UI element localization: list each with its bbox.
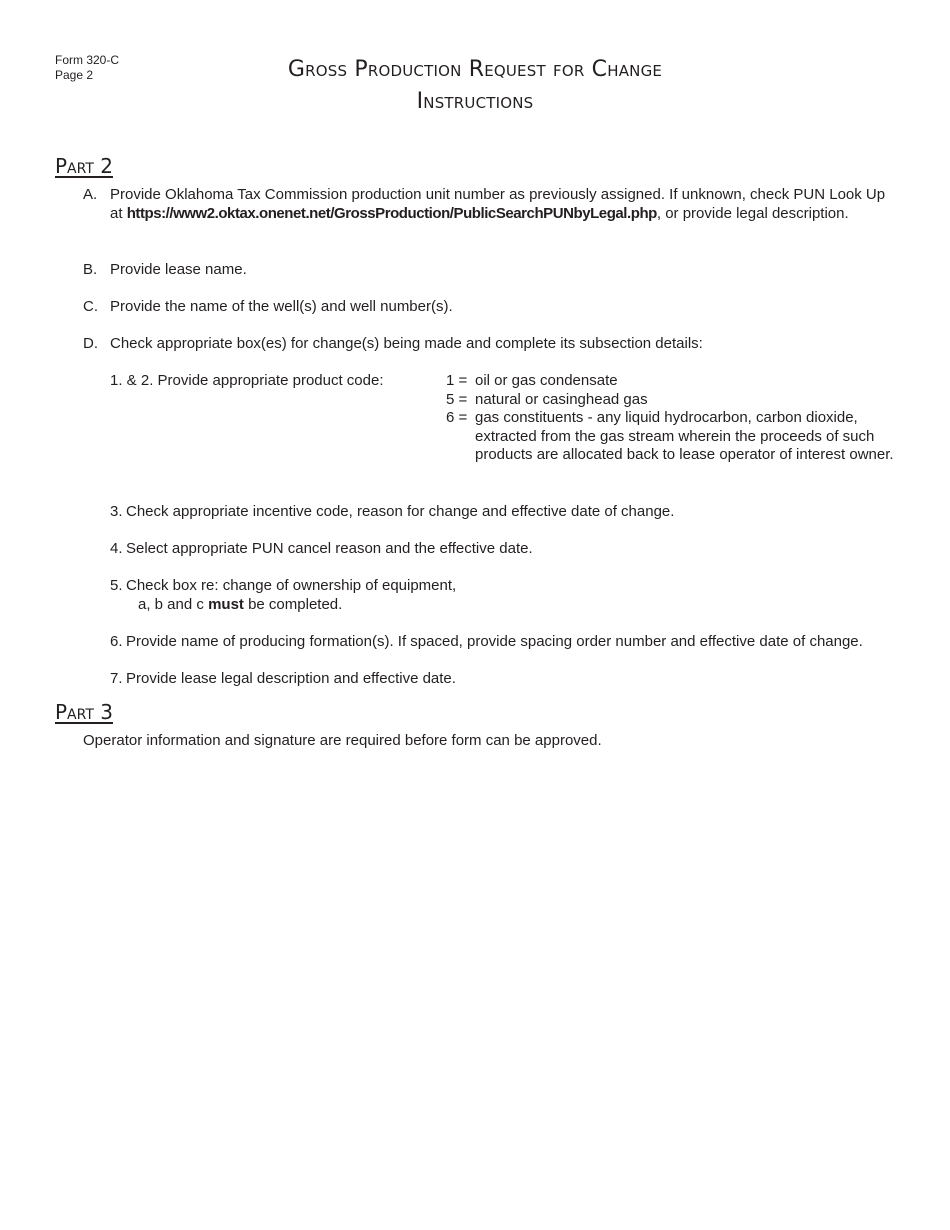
- subitem-number: 4.: [110, 540, 123, 557]
- instruction-item-c: [83, 298, 898, 317]
- item-letter: D.: [83, 335, 98, 352]
- subitem-text: Provide name of producing formation(s). If spaced, provide spacing order number and effective date of change.: [126, 633, 863, 650]
- product-code-description: gas constituents - any liquid hydrocarbon, carbon dioxide, extracted from the gas stream wherein the proceeds of such products are allocated back to lease operator of interest owner.: [475, 409, 894, 463]
- product-code-row: [446, 409, 896, 465]
- product-code-row: [446, 372, 896, 391]
- subitem-4: [110, 540, 900, 559]
- subitem-5: [110, 577, 900, 614]
- product-code-label: 1. & 2. Provide appropriate product code:: [110, 372, 384, 389]
- subitem-text: Check box re: change of ownership of equipment, a, b and c must be completed.: [126, 577, 457, 613]
- item-letter: C.: [83, 298, 98, 315]
- item-text: Provide lease name.: [110, 261, 247, 278]
- product-code-row: [446, 391, 896, 410]
- subitem-text: Provide lease legal description and effective date.: [126, 670, 456, 687]
- instruction-item-b: [83, 261, 898, 280]
- subitem-number: 5.: [110, 577, 123, 594]
- product-code-description: oil or gas condensate: [475, 372, 618, 389]
- product-code-description: natural or casinghead gas: [475, 390, 648, 408]
- item-text: Check appropriate box(es) for change(s) being made and complete its subsection details:: [110, 335, 703, 352]
- subitem-6: [110, 633, 900, 652]
- subitem-text: Select appropriate PUN cancel reason and the effective date.: [126, 540, 533, 557]
- page-title: [0, 54, 950, 118]
- product-code-list: [446, 372, 896, 465]
- subitem-number: 3.: [110, 503, 123, 520]
- pun-lookup-link[interactable]: https://www2.oktax.onenet.net/GrossProduction/PublicSearchPUNbyLegal.php: [126, 204, 657, 222]
- item-text: Provide Oklahoma Tax Commission production unit number as previously assigned. If unknown, check PUN Look Up at https://www2.oktax.onenet.net/GrossProduction/PublicSearchPUNbyLegal.php, or provide legal description.: [110, 186, 886, 222]
- emphasis-must: must: [208, 595, 244, 613]
- product-code: 5 =: [446, 390, 468, 408]
- item-letter: B.: [83, 261, 98, 278]
- subitem-3: [110, 503, 900, 522]
- instruction-item-a: [83, 186, 898, 223]
- part-3-text: Operator information and signature are required before form can be approved.: [83, 732, 602, 749]
- title-line-1: Gross Production Request for Change: [287, 57, 663, 82]
- instruction-item-d: [83, 335, 898, 354]
- product-code: 6 =: [446, 409, 468, 426]
- form-number: Form 320-C: [55, 53, 120, 67]
- subitem-7: [110, 670, 900, 689]
- page-number: Page 2: [55, 68, 94, 82]
- item-text: Provide the name of the well(s) and well number(s).: [110, 298, 453, 315]
- subitem-text: Check appropriate incentive code, reason for change and effective date of change.: [126, 503, 675, 520]
- product-code: 1 =: [446, 372, 468, 389]
- title-line-2: Instructions: [416, 89, 534, 114]
- part-3-heading: Part 3: [55, 700, 113, 724]
- subitem-number: 7.: [110, 670, 123, 687]
- item-letter: A.: [83, 186, 98, 203]
- part-2-heading: Part 2: [55, 154, 113, 178]
- subitem-number: 6.: [110, 633, 123, 650]
